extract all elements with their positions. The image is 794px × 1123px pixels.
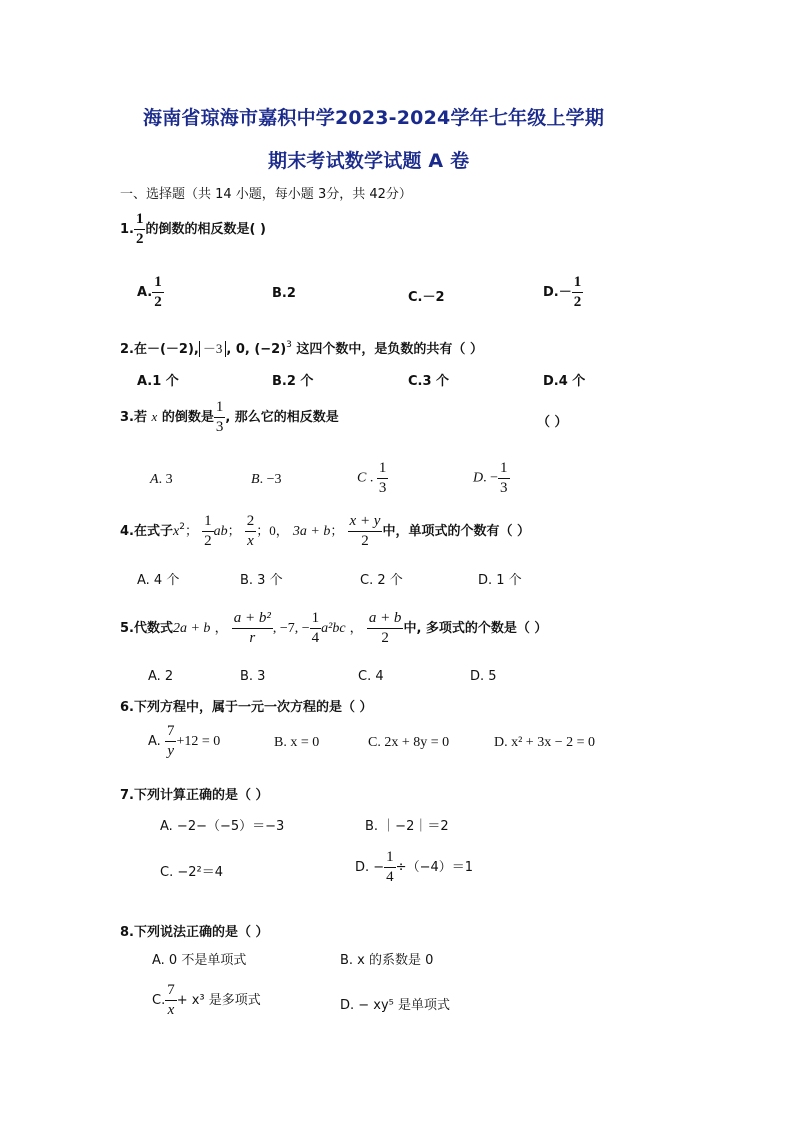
q2-option-c: C.3 个 xyxy=(408,374,450,389)
q7-option-b: B. ｜−2｜＝2 xyxy=(365,819,449,834)
q6-option-c: C. 2x + 8y = 0 xyxy=(368,735,450,750)
q7-option-c: C. −2²＝4 xyxy=(160,865,223,880)
q1-option-d: D.－ $\frac{1}{2}$ xyxy=(543,274,582,310)
q1-option-c: C.－2 xyxy=(408,290,445,305)
question-7-stem: 7.下列计算正确的是（ ） xyxy=(120,788,269,803)
q4-option-a: A. 4 个 xyxy=(137,573,180,588)
q4-option-d: D. 1 个 xyxy=(478,573,522,588)
question-1-stem: 1. $\frac{1}{2}$ 的倒数的相反数是( ) xyxy=(120,211,266,247)
q4-option-b: B. 3 个 xyxy=(240,573,283,588)
q8-option-d: D. − xy⁵ 是单项式 xyxy=(340,998,451,1013)
q3-option-d: D. − $\frac{1}{3}$ xyxy=(473,460,508,496)
q4-option-c: C. 2 个 xyxy=(360,573,403,588)
q8-option-a: A. 0 不是单项式 xyxy=(152,953,247,968)
q2-option-b: B.2 个 xyxy=(272,374,314,389)
q7-option-a: A. −2−（−5）＝−3 xyxy=(160,819,285,834)
section-heading: 一、选择题（共 14 小题，每小题 3分，共 42分） xyxy=(120,187,412,202)
page-title-line2: 期末考试数学试题 A 卷 xyxy=(268,150,470,172)
q1-option-b: B.2 xyxy=(272,286,296,301)
q3-option-c: C . $\frac{1}{3}$ xyxy=(357,460,387,496)
q5-option-d: D. 5 xyxy=(470,669,497,684)
q6-option-b: B. x = 0 xyxy=(274,735,320,750)
q2-option-a: A.1 个 xyxy=(137,374,179,389)
q3-option-a: A. 3 xyxy=(150,472,173,487)
question-4-stem: 4.在式子$x^2$； $\frac{1}{2}$ ab； $\frac{2}{x}$ ；0， 3a + b； $\frac{x + y}{2}$ 中，单项式的个数有（ ） xyxy=(120,513,530,549)
question-8-stem: 8.下列说法正确的是（ ） xyxy=(120,925,269,940)
q3-answer-paren: （ ） xyxy=(537,415,568,430)
fraction: $\frac{1}{2}$ xyxy=(135,211,144,247)
q6-option-d: D. x² + 3x − 2 = 0 xyxy=(494,735,595,750)
question-3-stem: 3.若 x 的倒数是 $\frac{1}{3}$ , 那么它的相反数是 xyxy=(120,399,339,435)
question-6-stem: 6.下列方程中，属于一元一次方程的是（ ） xyxy=(120,700,373,715)
q6-option-a: A. $\frac{7}{y}$ +12 = 0 xyxy=(148,723,221,759)
question-2-stem: 2.在－(－2), －3 , 0, $(-2)^3$ 这四个数中，是负数的共有（ ） xyxy=(120,340,483,357)
q8-option-b: B. x 的系数是 0 xyxy=(340,953,434,968)
q3-option-b: B. −3 xyxy=(251,472,282,487)
q5-option-a: A. 2 xyxy=(148,669,174,684)
question-5-stem: 5.代数式2a + b ， $\frac{\text{a + b²}}{r}$ , −7, − $\frac{1}{4}$ a²bc ， $\frac{a + b}{2}$ 中, 多项式的个数是（ ） xyxy=(120,610,548,646)
page-title-line1: 海南省琼海市嘉积中学2023-2024学年七年级上学期 xyxy=(143,107,605,129)
q5-option-c: C. 4 xyxy=(358,669,384,684)
q8-option-c: C. $\frac{7}{x}$ + x³ 是多项式 xyxy=(152,982,261,1018)
q5-option-b: B. 3 xyxy=(240,669,266,684)
q1-option-a: A. $\frac{1}{2}$ xyxy=(137,274,162,310)
q2-option-d: D.4 个 xyxy=(543,374,586,389)
q7-option-d: D. − $\frac{1}{4}$ ÷（−4）＝1 xyxy=(355,849,473,885)
